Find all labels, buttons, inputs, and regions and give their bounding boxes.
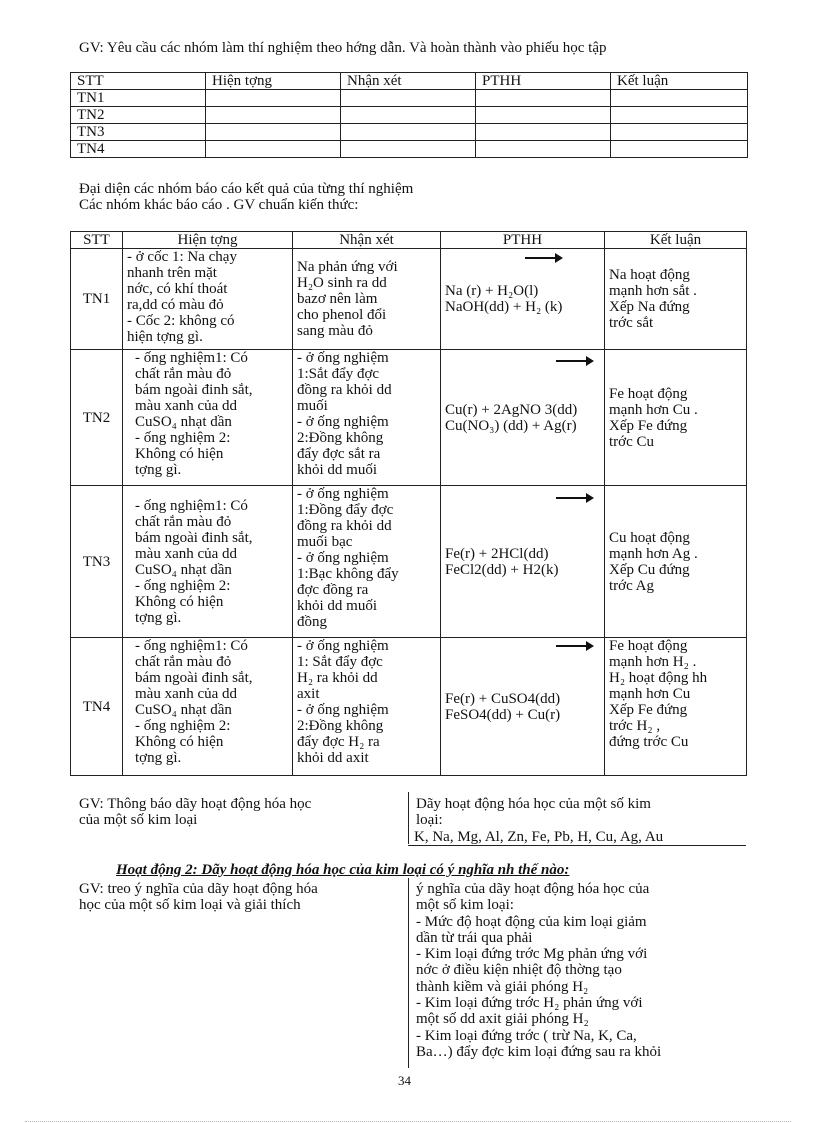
equation-reactants: Na (r) + H₂O(l) — [445, 283, 539, 299]
remark-cell: - ở ống nghiệm 1:Sắt đẩy đợc đồng ra khỏi dd muối - ở ống nghiệm 2:Đồng không đẩy đợc sắt ra khỏi dd muối — [293, 350, 441, 486]
row-label: TN3 — [71, 124, 206, 141]
reaction-arrow-icon — [556, 360, 592, 362]
section-rule — [408, 845, 746, 846]
equation-cell — [441, 249, 605, 350]
reaction-arrow-icon — [525, 257, 561, 259]
column-divider — [408, 878, 409, 1068]
header-stt: STT — [71, 73, 206, 90]
row-label: TN2 — [71, 107, 206, 124]
column-divider — [408, 792, 409, 844]
conclusion-cell: Cu hoạt động mạnh hơn Ag . Xếp Cu đứng trớc Ag — [605, 486, 747, 638]
series-title: Dãy hoạt động hóa học của một số kim loại: — [416, 796, 651, 828]
table-row — [71, 350, 747, 486]
row-label: TN1 — [71, 90, 206, 107]
equation-cell — [441, 350, 605, 486]
results-header-row — [71, 232, 747, 249]
equation-products: FeCl2(dd) + H2(k) — [445, 561, 559, 578]
phenomenon-cell: - ống nghiệm1: Có chất rắn màu đỏ bám ngoài đinh sắt, màu xanh của dd CuSO₄ nhạt dần - ống nghiệm 2: Không có hiện tợng gì. — [123, 638, 293, 776]
intro-text: GV: Yêu cầu các nhóm làm thí nghiệm theo hớng dẫn. Và hoàn thành vào phiếu học tập — [79, 40, 607, 56]
worksheet-table — [70, 72, 748, 158]
phenomenon-cell: - ống nghiệm1: Có chất rắn màu đỏ bám ngoài đinh sắt, màu xanh của dd CuSO₄ nhạt dần - ống nghiệm 2: Không có hiện tợng gì. — [123, 350, 293, 486]
report-line-2: Các nhóm khác báo cáo . GV chuẩn kiến thức: — [79, 197, 359, 213]
header-stt: STT — [71, 232, 123, 249]
equation-reactants: Cu(r) + 2AgNO 3(dd) — [445, 401, 578, 418]
worksheet-header-row — [71, 73, 748, 90]
table-row — [71, 249, 747, 350]
header-conclusion: Kết luận — [605, 232, 747, 249]
remark-cell: - ở ống nghiệm 1:Đồng đẩy đợc đồng ra khỏi dd muối bạc - ở ống nghiệm 1:Bạc không đẩy đợc đồng ra khỏi dd muối đồng — [293, 486, 441, 638]
results-table — [70, 231, 747, 776]
header-remark: Nhận xét — [293, 232, 441, 249]
header-phenomenon: Hiện tợng — [123, 232, 293, 249]
row-label: TN4 — [71, 638, 123, 776]
equation-reactants: Fe(r) + CuSO4(dd) — [445, 690, 561, 707]
table-row — [71, 107, 748, 124]
phenomenon-cell: - ống nghiệm1: Có chất rắn màu đỏ bám ngoài đinh sắt, màu xanh của dd CuSO₄ nhạt dần - ống nghiệm 2: Không có hiện tợng gì. — [123, 486, 293, 638]
table-row — [71, 90, 748, 107]
row-label: TN4 — [71, 141, 206, 158]
conclusion-cell: Fe hoạt động mạnh hơn Cu . Xếp Fe đứng trớc Cu — [605, 350, 747, 486]
equation-cell — [441, 486, 605, 638]
activity2-title: Hoạt động 2: Dãy hoạt động hóa học của kim loại có ý nghĩa nh thế nào: — [116, 862, 570, 878]
row-label: TN3 — [71, 486, 123, 638]
reaction-arrow-icon — [556, 497, 592, 499]
row-label: TN1 — [71, 249, 123, 350]
remark-cell: - ở ống nghiệm 1: Sắt đẩy đợc H₂ ra khỏi dd axit - ở ống nghiệm 2:Đồng không đẩy đợc H₂ ra khỏi dd axit — [293, 638, 441, 776]
report-line-1: Đại diện các nhóm báo cáo kết quả của từng thí nghiệm — [79, 181, 414, 197]
conclusion-cell: Na hoạt động mạnh hơn sắt . Xếp Na đứng trớc sắt — [605, 249, 747, 350]
activity-series: K, Na, Mg, Al, Zn, Fe, Pb, H, Cu, Ag, Au — [414, 829, 664, 845]
header-phenomenon: Hiện tợng — [206, 73, 341, 90]
table-row — [71, 486, 747, 638]
equation-reactants: Fe(r) + 2HCl(dd) — [445, 545, 549, 562]
gv-notice-text: GV: Thông báo dãy hoạt động hóa học của một số kim loại — [79, 796, 312, 828]
header-equation: PTHH — [476, 73, 611, 90]
table-row — [71, 124, 748, 141]
table-row — [71, 638, 747, 776]
equation-products: NaOH(dd) + H₂ (k) — [445, 299, 563, 315]
meaning-text: ý nghĩa của dãy hoạt động hóa học của một số kim loại: - Mức độ hoạt động của kim loại giảm dần từ trái qua phải - Kim loại đứng trớc Mg phản ứng với nớc ở điều kiện nhiệt độ thờng tạo thành kiềm và giải phóng H₂ - Kim loại đứng trớc H₂ phản ứng với một số dd axit giải phóng H₂ - Kim loại đứng trớc ( trừ Na, K, Ca, Ba…) đẩy đợc kim loại đứng sau ra khỏi — [416, 881, 662, 1060]
phenomenon-cell: - ở cốc 1: Na chạy nhanh trên mặt nớc, có khí thoát ra,dd có màu đỏ - Cốc 2: không có hiện tợng gì. — [123, 249, 293, 350]
equation-products: Cu(NO₃) (dd) + Ag(r) — [445, 417, 577, 434]
reaction-arrow-icon — [556, 645, 592, 647]
table-row — [71, 141, 748, 158]
page-footer-rule — [25, 1121, 791, 1122]
remark-cell: Na phản ứng với H₂O sinh ra dd bazơ nên làm cho phenol đổi sang màu đỏ — [293, 249, 441, 350]
gv-meaning-text: GV: treo ý nghĩa của dãy hoạt động hóa học của một số kim loại và giải thích — [79, 881, 318, 913]
row-label: TN2 — [71, 350, 123, 486]
conclusion-cell: Fe hoạt động mạnh hơn H₂ . H₂ hoạt động hh mạnh hơn Cu Xếp Fe đứng trớc H₂ , đứng trớc Cu — [605, 638, 747, 776]
header-conclusion: Kết luận — [611, 73, 748, 90]
header-remark: Nhận xét — [341, 73, 476, 90]
header-equation: PTHH — [441, 232, 605, 249]
equation-cell — [441, 638, 605, 776]
page-number: 34 — [398, 1073, 411, 1088]
equation-products: FeSO4(dd) + Cu(r) — [445, 706, 561, 723]
